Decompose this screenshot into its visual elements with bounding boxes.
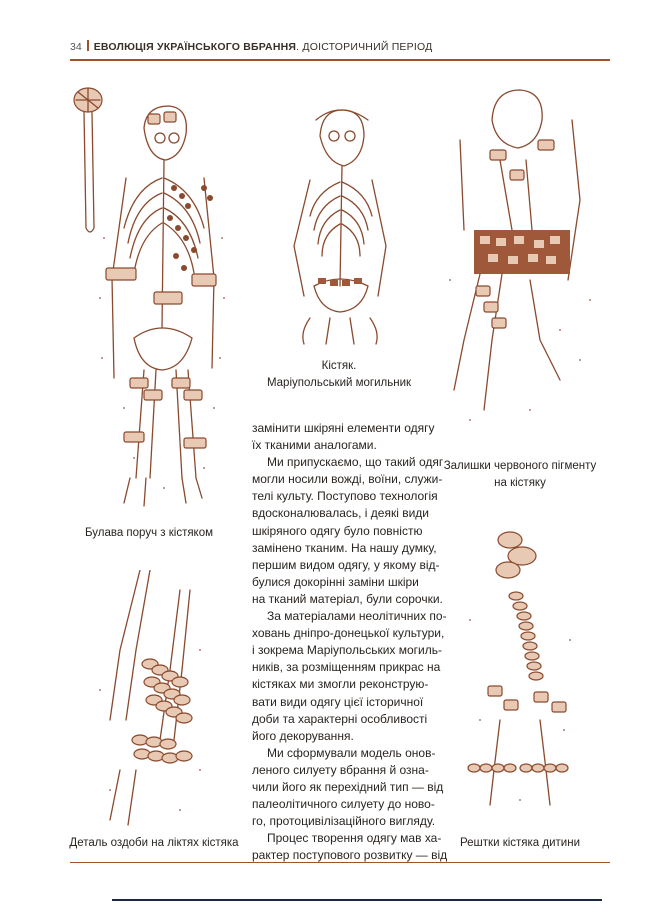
- text-line: їх тканими аналогами.: [252, 438, 377, 453]
- caption-elbow-decoration: [64, 835, 244, 852]
- text-line: булися докорінні заміни шкіри: [252, 574, 419, 589]
- caption-line: Залишки червоного пігменту: [443, 460, 597, 472]
- text-line: леного силуету вбрання й озна-: [252, 762, 429, 777]
- caption-line: Рештки кістяка дитини: [459, 837, 580, 849]
- text-line: рактер поступового розвитку — від: [252, 848, 448, 863]
- figure-mace-skeleton: [64, 78, 234, 510]
- text-line: на тканий матеріал, були сорочки.: [252, 591, 443, 606]
- caption-mace: [64, 525, 234, 542]
- paragraph-5: [252, 830, 448, 864]
- text-line: замінено тканим. На нашу думку,: [252, 540, 437, 555]
- caption-line: на кістяку: [494, 477, 546, 489]
- text-line: го, протоцивілізаційного вигляду.: [252, 814, 436, 829]
- header-divider: [87, 40, 89, 51]
- text-line: доби та характерні особливості: [252, 711, 428, 726]
- section-title: . ДОІСТОРИЧНИЙ ПЕРІОД: [296, 41, 433, 53]
- figure-child-remains: [460, 520, 580, 810]
- text-line: замінити шкіряні елементи одягу: [252, 421, 435, 435]
- text-line: Ми сформували модель онов-: [267, 745, 436, 760]
- paragraph-1: [252, 420, 435, 454]
- text-line: шкіряного одягу було повністю: [252, 523, 423, 538]
- caption-line: Маріупольський могильник: [266, 377, 412, 389]
- text-line: і зокрема Маріупольських могиль-: [252, 643, 442, 658]
- caption-line: Деталь оздоби на ліктях кістяка: [69, 837, 239, 849]
- figure-elbow-decoration: [80, 570, 220, 830]
- text-line: першим видом одягу, у якому від-: [252, 557, 440, 572]
- text-line: кістяках ми змогли реконструю-: [252, 677, 429, 692]
- caption-child-remains: [440, 835, 600, 852]
- footer-band: [112, 899, 602, 901]
- text-line: вати види одягу цієї історичної: [252, 694, 424, 709]
- paragraph-2: [252, 454, 444, 608]
- book-title: ЕВОЛЮЦІЯ УКРАЇНСЬКОГО ВБРАННЯ: [93, 41, 297, 53]
- text-line: його декорування.: [252, 728, 354, 743]
- caption-mariupol-skeleton: [252, 358, 426, 392]
- running-header: [70, 40, 610, 54]
- text-line: За матеріалами неолітичних по-: [267, 609, 447, 624]
- figure-mariupol-skeleton: [280, 96, 400, 350]
- text-line: Ми припускаємо, що такий одяг: [267, 455, 444, 470]
- body-text: [252, 420, 448, 864]
- caption-red-pigment: [440, 458, 600, 492]
- text-line: палеолітичного силуету до ново-: [252, 797, 435, 812]
- text-line: Процес творення одягу мав ха-: [267, 831, 442, 846]
- text-line: ників, за розміщенням прикрас на: [252, 660, 441, 675]
- figure-red-pigment: [440, 80, 600, 440]
- page-number: 34: [70, 41, 82, 53]
- text-line: телі культу. Поступово технологія: [252, 489, 438, 504]
- caption-line: Кістяк.: [321, 360, 357, 372]
- paragraph-3: [252, 608, 447, 745]
- text-line: чили його як перехідний тип — від: [252, 779, 444, 794]
- text-line: могли носили вожді, воїни, служи-: [252, 472, 443, 487]
- caption-line: Булава поруч з кістяком: [84, 527, 214, 539]
- header-rule: [70, 59, 610, 61]
- text-line: вдосконалювалась, і деякі види: [252, 506, 429, 521]
- paragraph-4: [252, 745, 444, 830]
- text-line: ховань дніпро-донецької культури,: [252, 626, 445, 641]
- footer-rule: [70, 862, 610, 863]
